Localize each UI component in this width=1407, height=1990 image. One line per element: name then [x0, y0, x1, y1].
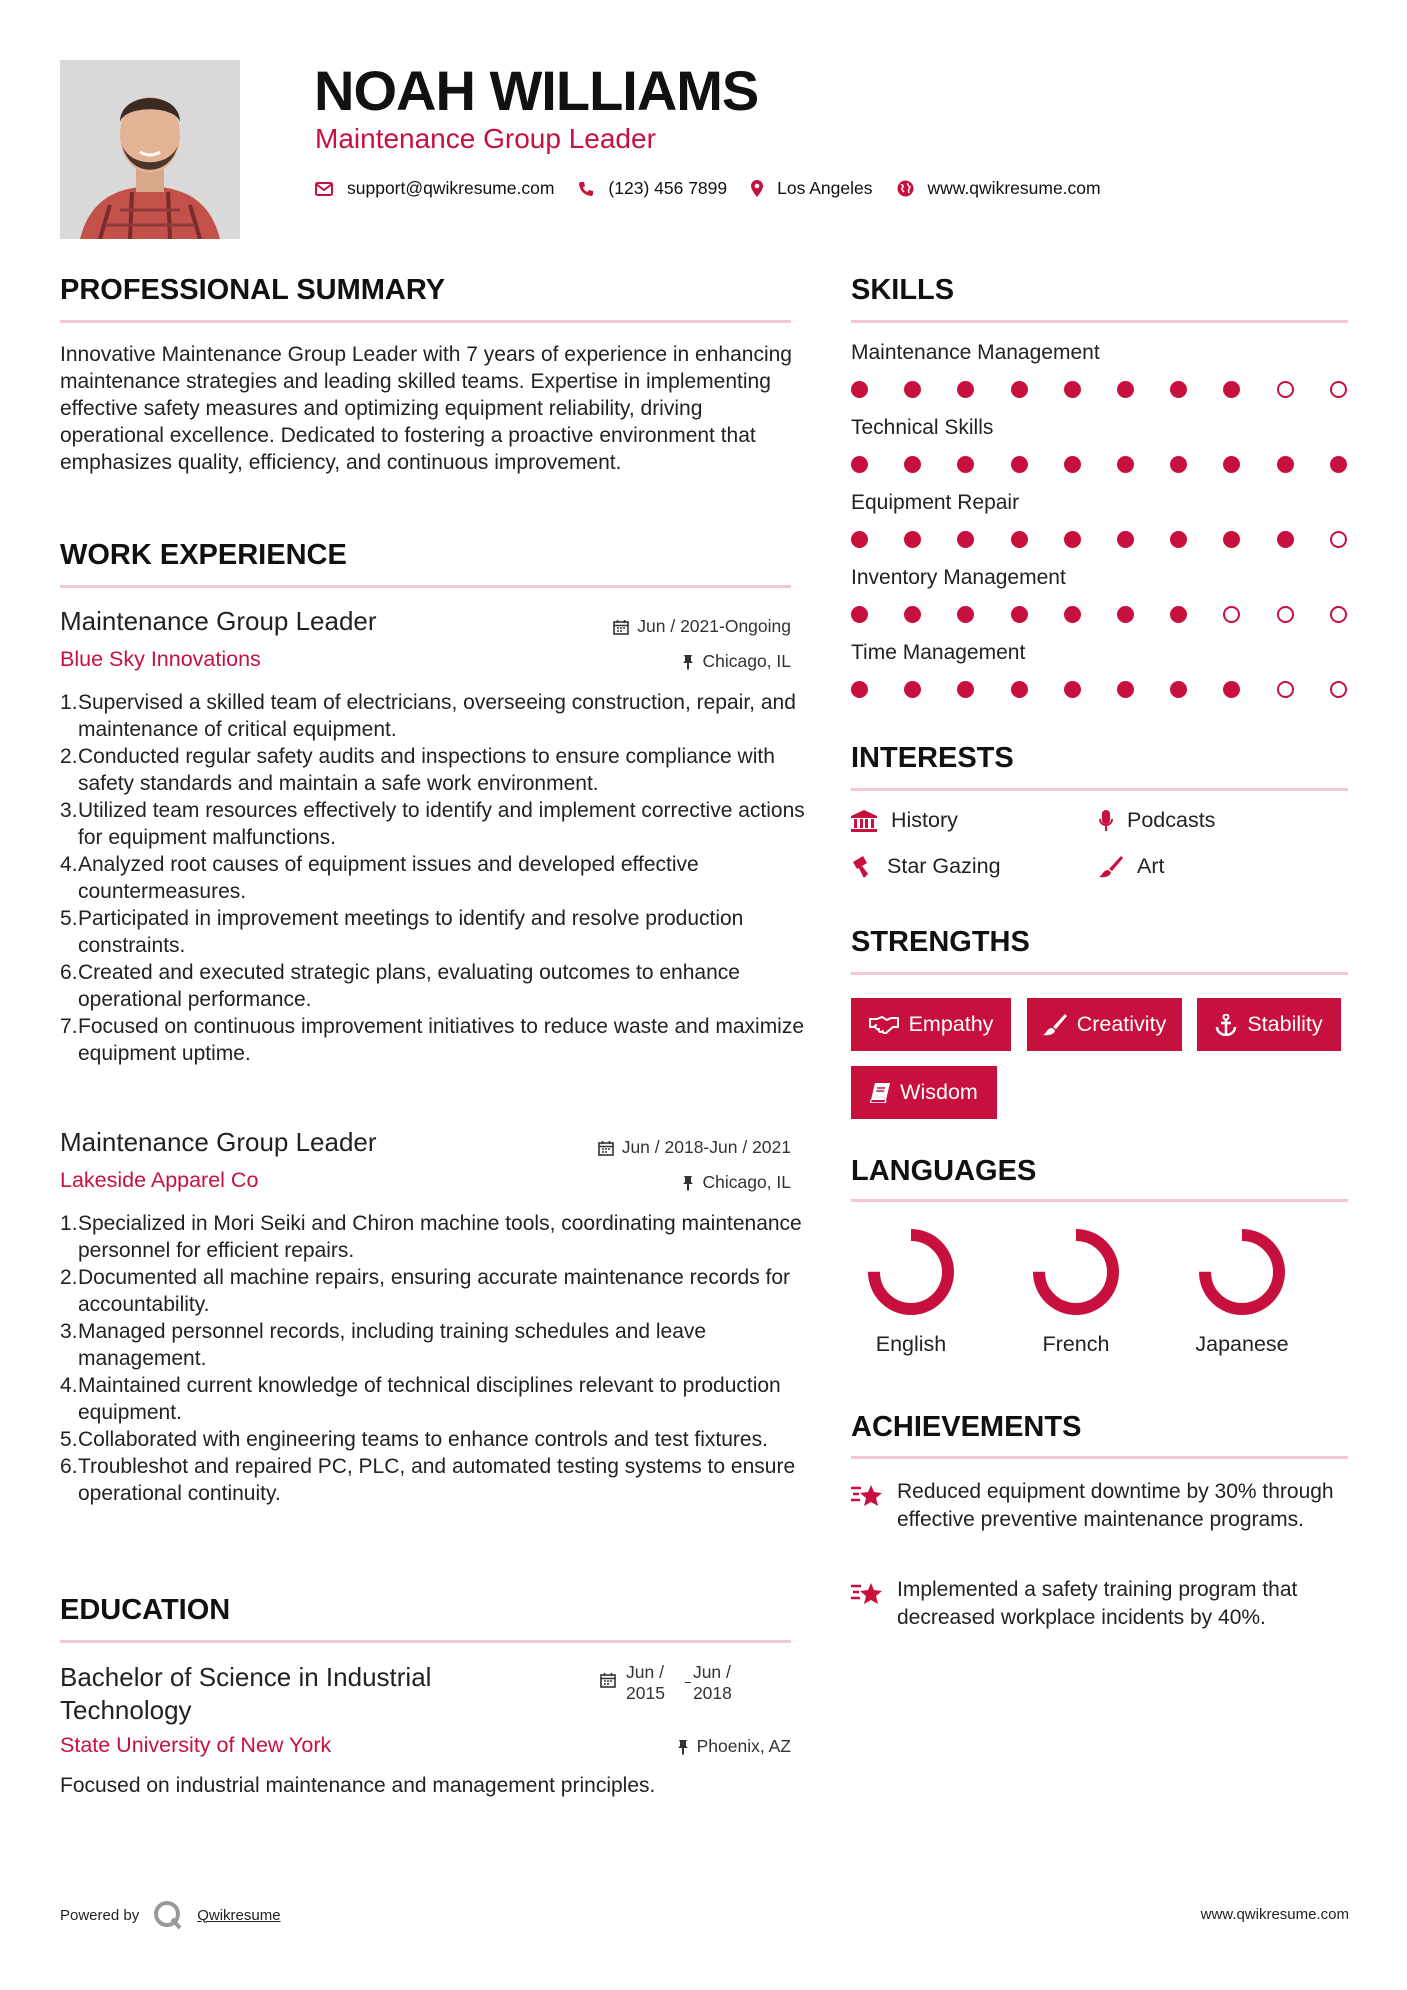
pushpin-icon [682, 654, 694, 670]
achievement-text: Implemented a safety training program that decreased workplace incidents by 40%. [897, 1578, 1298, 1629]
interest-art [1099, 854, 1164, 879]
rating-dot-filled [1064, 456, 1081, 473]
strength-label: Stability [1247, 1012, 1323, 1036]
summary-heading: PROFESSIONAL SUMMARY [60, 274, 446, 306]
bank-icon [851, 810, 877, 832]
education-location-text: Phoenix, AZ [696, 1736, 791, 1756]
rating-dot-empty [1330, 606, 1347, 623]
rating-dot-filled [957, 681, 974, 698]
job-dates [500, 616, 791, 637]
rating-dot-filled [957, 456, 974, 473]
rating-dot-filled [1117, 606, 1134, 623]
interest-star-gazing [851, 854, 1001, 879]
language-name: French [1042, 1332, 1110, 1356]
job-location-text: Chicago, IL [702, 651, 791, 671]
list-item: Participated in improvement meetings to identify and resolve production constraints. [78, 907, 744, 957]
anchor-icon [1215, 1014, 1237, 1036]
interest-label: Star Gazing [887, 854, 1001, 878]
achievement-item [851, 1478, 1351, 1534]
achievement-item [851, 1576, 1351, 1632]
school-name: State University of New York [60, 1733, 332, 1757]
skill-name: Inventory Management [851, 566, 1066, 589]
rating-dot-filled [851, 531, 868, 548]
achievements-divider [851, 1456, 1348, 1459]
shooting-star-icon [851, 1482, 883, 1508]
rating-dot-filled [1170, 531, 1187, 548]
rating-dot-filled [1223, 681, 1240, 698]
list-item: Collaborated with engineering teams to enhance controls and test fixtures. [78, 1428, 768, 1451]
date-part: Jun / [692, 1662, 731, 1682]
rating-dot-filled [1011, 456, 1028, 473]
brand-link[interactable]: Qwikresume [197, 1906, 281, 1924]
company-name: Blue Sky Innovations [60, 647, 261, 671]
contact-location [751, 178, 872, 199]
rating-dot-filled [957, 606, 974, 623]
rating-dot-filled [1277, 531, 1294, 548]
shooting-star-icon [851, 1580, 883, 1606]
achievement-text: Reduced equipment downtime by 30% through effective preventive maintenance programs. [897, 1480, 1334, 1531]
rating-dot-filled [1223, 381, 1240, 398]
skill-name: Equipment Repair [851, 491, 1020, 514]
rating-dot-filled [1277, 456, 1294, 473]
language-item [1177, 1222, 1307, 1357]
rating-dot-filled [904, 606, 921, 623]
handshake-icon [869, 1016, 899, 1034]
strengths-heading: STRENGTHS [851, 926, 1030, 958]
microphone-icon [1099, 810, 1113, 832]
rating-dot-filled [1117, 681, 1134, 698]
list-item: Utilized team resources effectively to identify and implement corrective actions for equipment malfunctions. [78, 799, 805, 849]
skill-rating [851, 456, 1351, 476]
skill-rating [851, 606, 1351, 626]
job-title: Maintenance Group Leader [60, 1127, 377, 1157]
strength-badge [851, 1066, 997, 1119]
candidate-title: Maintenance Group Leader [315, 123, 656, 154]
strength-label: Empathy [908, 1012, 994, 1036]
rating-dot-filled [1064, 381, 1081, 398]
skill-name: Maintenance Management [851, 341, 1100, 364]
rating-dot-filled [1330, 456, 1347, 473]
rating-dot-empty [1223, 606, 1240, 623]
phone-text: (123) 456 7899 [608, 178, 728, 198]
education-heading: EDUCATION [60, 1594, 231, 1626]
rating-dot-filled [1117, 456, 1134, 473]
qwikresume-logo-icon [153, 1900, 183, 1930]
envelope-icon [315, 182, 333, 196]
experience-heading: WORK EXPERIENCE [60, 539, 347, 571]
job-location-text: Chicago, IL [702, 1172, 791, 1192]
achievements-heading: ACHIEVEMENTS [851, 1411, 1082, 1443]
strength-label: Creativity [1076, 1012, 1167, 1036]
skill-name: Time Management [851, 641, 1026, 664]
education-end [693, 1662, 732, 1704]
profile-photo [60, 60, 240, 239]
list-item: Supervised a skilled team of electricians, overseeing construction, repair, and maintenance of critical equipment. [78, 691, 796, 741]
degree-title [60, 1661, 431, 1727]
website-text: www.qwikresume.com [927, 178, 1101, 198]
rating-dot-empty [1277, 606, 1294, 623]
book-icon [870, 1083, 890, 1103]
rating-dot-filled [1170, 606, 1187, 623]
job-responsibilities [60, 689, 818, 1067]
degree-line: Technology [60, 1695, 192, 1725]
paintbrush-icon [1099, 856, 1123, 878]
contact-website[interactable] [897, 178, 1101, 199]
rating-dot-filled [851, 606, 868, 623]
rating-dot-filled [1011, 681, 1028, 698]
phone-icon [578, 181, 594, 197]
skill-name: Technical Skills [851, 416, 994, 439]
language-name: English [875, 1332, 947, 1356]
email-text: support@qwikresume.com [347, 178, 555, 198]
languages-divider [851, 1199, 1348, 1202]
rating-dot-filled [957, 531, 974, 548]
list-item: Conducted regular safety audits and inspections to ensure compliance with safety standards and maintain a safe work environment. [78, 745, 775, 795]
date-part: 2018 [692, 1683, 732, 1703]
language-name: Japanese [1195, 1332, 1289, 1356]
skills-heading: SKILLS [851, 274, 955, 306]
language-gauge [1026, 1222, 1126, 1322]
paintbrush-icon [1043, 1014, 1067, 1036]
list-item: Maintained current knowledge of technical disciplines relevant to production equipment. [78, 1374, 781, 1424]
strength-badge [1197, 998, 1341, 1051]
job-dates-text: Jun / 2021-Ongoing [637, 616, 791, 636]
job-location [500, 1172, 791, 1193]
rating-dot-filled [1223, 531, 1240, 548]
rating-dot-filled [1117, 381, 1134, 398]
rating-dot-filled [957, 381, 974, 398]
rating-dot-filled [1170, 681, 1187, 698]
rating-dot-filled [1170, 381, 1187, 398]
pushpin-icon [682, 1175, 694, 1191]
rating-dot-filled [1011, 531, 1028, 548]
language-gauge [1192, 1222, 1292, 1322]
skill-rating [851, 681, 1351, 701]
rating-dot-empty [1330, 681, 1347, 698]
rating-dot-filled [1117, 531, 1134, 548]
education-location [500, 1736, 791, 1757]
summary-divider [60, 320, 791, 323]
date-part: 2015 [626, 1683, 665, 1703]
interests-divider [851, 788, 1348, 791]
interests-heading: INTERESTS [851, 742, 1014, 774]
rating-dot-filled [1064, 681, 1081, 698]
rating-dot-filled [851, 456, 868, 473]
powered-by-label: Powered by [60, 1906, 140, 1924]
rating-dot-filled [904, 456, 921, 473]
rating-dot-filled [904, 531, 921, 548]
skill-rating [851, 381, 1351, 401]
interest-label: Art [1137, 854, 1165, 878]
calendar-icon [613, 619, 629, 635]
education-description: Focused on industrial maintenance and management principles. [60, 1774, 656, 1797]
contact-bar [315, 178, 1125, 199]
languages-heading: LANGUAGES [851, 1155, 1037, 1187]
language-item [1011, 1222, 1141, 1357]
rating-dot-empty [1277, 381, 1294, 398]
candidate-name: NOAH WILLIAMS [314, 59, 759, 122]
rating-dot-filled [1011, 381, 1028, 398]
footer-powered-by [60, 1900, 281, 1930]
rating-dot-filled [1064, 531, 1081, 548]
strength-label: Wisdom [900, 1080, 978, 1104]
list-item: Focused on continuous improvement initiatives to reduce waste and maximize equipment uptime. [78, 1015, 805, 1065]
map-pin-icon [751, 180, 763, 197]
date-separator [685, 1682, 691, 1704]
list-item: Documented all machine repairs, ensuring accurate maintenance records for accountability. [78, 1266, 791, 1316]
list-item: Analyzed root causes of equipment issues and developed effective countermeasures. [78, 853, 699, 903]
calendar-icon [598, 1140, 614, 1156]
interest-label: Podcasts [1127, 808, 1216, 832]
job-location [500, 651, 791, 672]
degree-line: Bachelor of Science in Industrial [60, 1662, 432, 1692]
globe-icon [897, 180, 914, 197]
job-title: Maintenance Group Leader [60, 606, 377, 636]
language-gauge-arc [874, 1235, 948, 1309]
pushpin-icon [677, 1739, 689, 1755]
company-name: Lakeside Apparel Co [60, 1168, 259, 1192]
rating-dot-filled [1064, 606, 1081, 623]
summary-text: Innovative Maintenance Group Leader with 7 years of experience in enhancing maintenance strategies and leading skilled teams. Expertise in implementing effective safety measures and optimizing equipment reliability, driving operational excellence. Dedicated to fostering a proactive environment that emphasizes quality, efficiency, and continuous improvement. [60, 343, 792, 474]
interest-label: History [891, 808, 958, 832]
list-item: Created and executed strategic plans, evaluating outcomes to enhance operational performance. [78, 961, 740, 1011]
footer-url[interactable]: www.qwikresume.com [1200, 1906, 1349, 1923]
location-text: Los Angeles [777, 178, 873, 198]
language-gauge [861, 1222, 961, 1322]
rating-dot-filled [904, 381, 921, 398]
calendar-icon [600, 1672, 616, 1688]
language-item [846, 1222, 976, 1357]
strength-badge [851, 998, 1011, 1051]
rating-dot-empty [1330, 381, 1347, 398]
skill-rating [851, 531, 1351, 551]
rating-dot-filled [1170, 456, 1187, 473]
list-item: Managed personnel records, including training schedules and leave management. [78, 1320, 707, 1370]
education-start [626, 1662, 665, 1704]
job-dates [480, 1137, 791, 1158]
job-responsibilities [60, 1210, 818, 1507]
language-gauge-arc [1039, 1235, 1113, 1309]
list-item: Specialized in Mori Seiki and Chiron machine tools, coordinating maintenance personnel for efficient repairs. [78, 1212, 802, 1262]
interest-podcasts [1099, 808, 1215, 833]
job-dates-text: Jun / 2018-Jun / 2021 [621, 1137, 791, 1157]
rating-dot-filled [1223, 456, 1240, 473]
contact-email[interactable] [315, 178, 554, 199]
interest-history [851, 808, 958, 833]
rating-dot-filled [851, 381, 868, 398]
rating-dot-empty [1277, 681, 1294, 698]
education-divider [60, 1640, 791, 1643]
rating-dot-filled [1011, 606, 1028, 623]
strengths-divider [851, 972, 1348, 975]
list-item: Troubleshot and repaired PC, PLC, and automated testing systems to ensure operational continuity. [78, 1455, 796, 1505]
rating-dot-filled [851, 681, 868, 698]
rating-dot-filled [904, 681, 921, 698]
contact-phone[interactable] [578, 178, 727, 199]
strength-badge [1027, 998, 1182, 1051]
telescope-icon [851, 856, 873, 878]
language-gauge-arc [1205, 1235, 1279, 1309]
rating-dot-empty [1330, 531, 1347, 548]
education-dates [600, 1662, 732, 1704]
skills-divider [851, 320, 1348, 323]
date-part: Jun / [626, 1662, 664, 1682]
experience-divider [60, 585, 791, 588]
